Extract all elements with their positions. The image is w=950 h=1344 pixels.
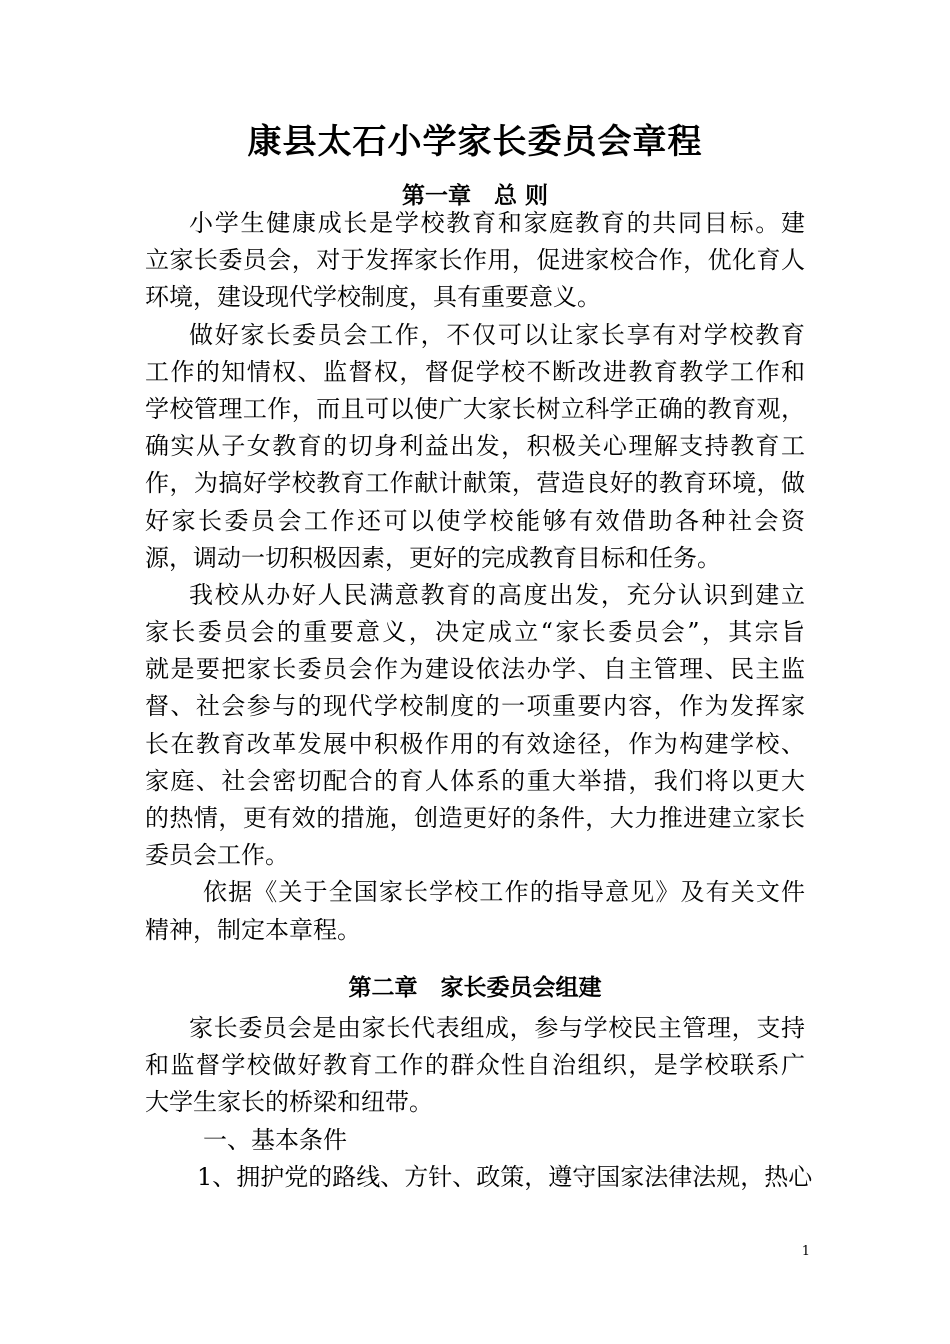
body-line: 家长委员会是由家长代表组成，参与学校民主管理，支持 (189, 1014, 805, 1042)
body-line: 学校管理工作，而且可以使广大家长树立科学正确的教育观， (145, 394, 805, 423)
body-line: 工作的知情权、监督权，督促学校不断改进教育教学工作和 (145, 357, 805, 386)
body-line: 作，为搞好学校教育工作献计献策，营造良好的教育环境，做 (145, 469, 805, 498)
chapter-1-heading: 第一章 总 则 (401, 183, 548, 209)
body-line: 督、社会参与的现代学校制度的一项重要内容，作为发挥家 (145, 692, 805, 721)
page-number: 1 (801, 1244, 810, 1259)
body-line: 精神，制定本章程。 (145, 915, 361, 944)
body-line: 家长委员会的重要意义，决定成立“家长委员会”，其宗旨 (145, 618, 805, 647)
document-title: 康县太石小学家长委员会章程 (247, 122, 703, 162)
body-line: 做好家长委员会工作，不仅可以让家长享有对学校教育 (189, 320, 805, 349)
body-line: 确实从子女教育的切身利益出发，积极关心理解支持教育工 (145, 432, 805, 461)
body-line: 和监督学校做好教育工作的群众性自治组织，是学校联系广 (145, 1051, 805, 1080)
chapter-1-body (145, 205, 805, 949)
body-line: 委员会工作。 (145, 841, 289, 870)
body-line: 1、拥护党的路线、方针、政策，遵守国家法律法规，热心 (197, 1162, 813, 1191)
body-line: 长在教育改革发展中积极作用的有效途径，作为构建学校、 (145, 729, 805, 758)
body-line: 我校从办好人民满意教育的高度出发，充分认识到建立 (189, 580, 805, 609)
chapter-2-heading: 第二章 家长委员会组建 (348, 975, 602, 1001)
body-line: 立家长委员会，对于发挥家长作用，促进家校合作，优化育人 (145, 246, 805, 275)
body-line: 就是要把家长委员会作为建设依法办学、自主管理、民主监 (145, 655, 805, 684)
body-line: 小学生健康成长是学校教育和家庭教育的共同目标。建 (189, 209, 805, 237)
body-line: 源，调动一切积极因素，更好的完成教育目标和任务。 (145, 543, 721, 572)
body-line: 的热情，更有效的措施，创造更好的条件，大力推进建立家长 (145, 804, 805, 832)
section-heading: 一、基本条件 (203, 1125, 347, 1154)
body-line: 好家长委员会工作还可以使学校能够有效借助各种社会资 (145, 506, 805, 535)
body-line: 家庭、社会密切配合的育人体系的重大举措，我们将以更大 (145, 766, 805, 795)
body-line: 大学生家长的桥梁和纽带。 (145, 1088, 433, 1117)
chapter-2-body (145, 1010, 813, 1196)
body-line: 环境，建设现代学校制度，具有重要意义。 (145, 283, 601, 312)
body-line: 依据《关于全国家长学校工作的指导意见》及有关文件 (203, 878, 805, 907)
